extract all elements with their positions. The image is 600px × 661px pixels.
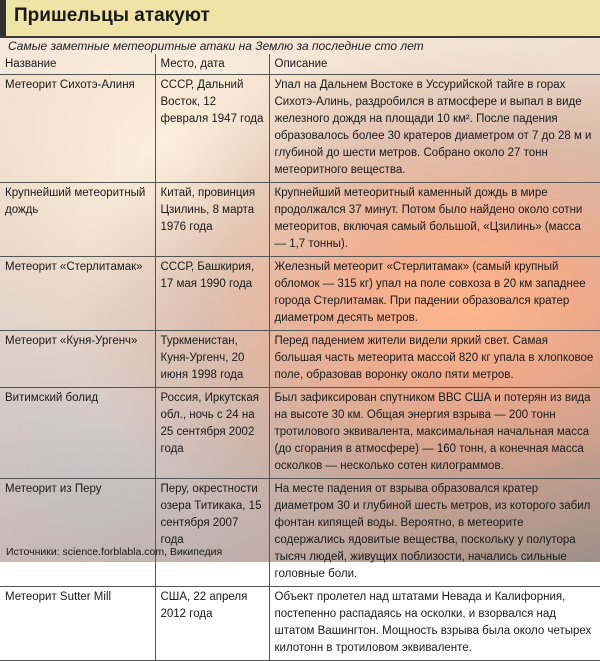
meteor-description: Упал на Дальнем Востоке в Уссурийской тайге в горах Сихотэ-Алинь, раздробился в атмосфере и выпал в виде железного дождя на площади 10 км². После падения образовалось более 30 кратеров диаметром от 7 до 28 м и глубиной до шести метров. Собрано около 27 тонн метеоритного вещества. [269, 75, 600, 183]
meteor-place-date: США, 22 апреля 2012 года [155, 587, 269, 661]
title-banner [0, 0, 600, 38]
meteor-description: Железный метеорит «Стерлитамак» (самый крупный обломок — 315 кг) упал на поле совхоза в 20 км западнее города Стерлитамак. При падении образовался кратер диаметром десять метров. [269, 257, 600, 331]
page-title: Пришельцы атакуют [14, 5, 210, 26]
meteor-place-date: Китай, провинция Цзилинь, 8 марта 1976 года [155, 183, 269, 257]
meteor-place-date: СССР, Башкирия, 17 мая 1990 года [155, 257, 269, 331]
meteor-table [0, 54, 600, 661]
table-row [0, 257, 600, 331]
meteor-name: Метеорит Sutter Mill [0, 587, 155, 661]
meteor-place-date: Туркменистан, Куня-Ургенч, 20 июня 1998 года [155, 331, 269, 388]
column-header-name: Название [0, 54, 155, 75]
meteor-place-date: СССР, Дальний Восток, 12 февраля 1947 года [155, 75, 269, 183]
table-row [0, 331, 600, 388]
meteor-description: Перед падением жители видели яркий свет. Самая большая часть метеорита массой 820 кг упала в хлопковое поле, образовав воронку около пяти метров. [269, 331, 600, 388]
meteor-place-date: Россия, Иркутская обл., ночь с 24 на 25 сентября 2002 года [155, 388, 269, 479]
table-subtitle: Самые заметные метеоритные атаки на Землю за последние сто лет [0, 38, 600, 54]
meteor-place-date: Перу, окрестности озера Титикака, 15 сентября 2007 года [155, 479, 269, 587]
title-accent-bar [0, 0, 6, 36]
meteor-name: Метеорит «Стерлитамак» [0, 257, 155, 331]
meteor-name: Метеорит «Куня-Ургенч» [0, 331, 155, 388]
table-row [0, 388, 600, 479]
table-row [0, 479, 600, 587]
meteor-description: На месте падения от взрыва образовался кратер диаметром 30 и глубиной шесть метров, из которого забил фонтан кипящей воды. Вероятно, в метеорите содержались ядовитые вещества, поскольку у полутора тысяч людей, живущих поблизости, начались сильные головные боли. [269, 479, 600, 587]
meteor-name: Витимский болид [0, 388, 155, 479]
table-header-row [0, 54, 600, 75]
meteor-description: Объект пролетел над штатами Невада и Калифорния, постепенно распадаясь на осколки, и взорвался над штатом Вашингтон. Мощность взрыва была около четырех килотонн в тротиловом эквиваленте. [269, 587, 600, 661]
meteor-name: Метеорит из Перу [0, 479, 155, 587]
sources-note: Источники: science.forblabla.com, Википедия [6, 546, 223, 558]
meteor-name: Крупнейший метеоритный дождь [0, 183, 155, 257]
meteor-name: Метеорит Сихотэ-Алиня [0, 75, 155, 183]
column-header-description: Описание [269, 54, 600, 75]
meteor-description: Был зафиксирован спутником ВВС США и потерян из вида на высоте 30 км. Общая энергия взрыва — 200 тонн тротилового эквивалента, максимальная начальная масса (до сгорания в атмосфере) — 160 тонн, а конечная масса осколков — несколько сотен килограммов. [269, 388, 600, 479]
table-row [0, 587, 600, 661]
table-row [0, 183, 600, 257]
column-header-place-date: Место, дата [155, 54, 269, 75]
meteor-description: Крупнейший метеоритный каменный дождь в мире продолжался 37 минут. Потом было найдено около сотни метеоритов, включая самый большой, «Цзилинь» (масса — 1,7 тонны). [269, 183, 600, 257]
table-row [0, 75, 600, 183]
